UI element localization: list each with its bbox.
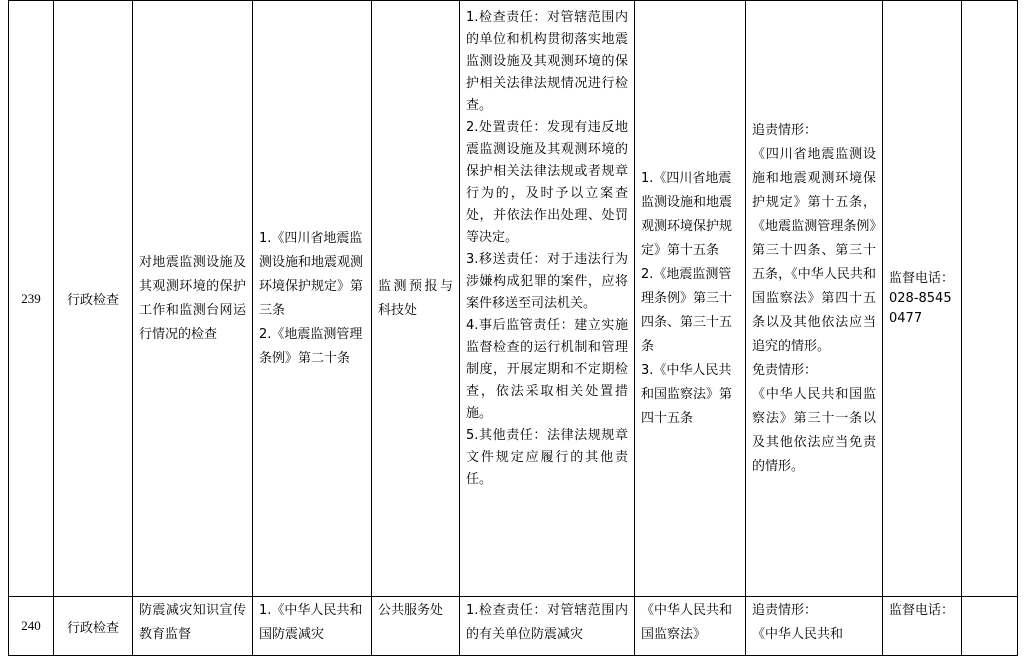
phone-label: 监督电话：	[889, 603, 955, 618]
accountability-line: 免责情形：	[752, 362, 818, 378]
duty-basis	[635, 1, 746, 597]
responsible-dept: 公共服务处	[372, 597, 460, 656]
supervision-phone	[883, 597, 962, 656]
accountability-line: 《四川省地震监测设施和地震观测环境保护规定》第十五条，《地震监测管理条例》第三十四条、第三十五条，《中华人民共和国监察法》第四十五条以及其他依法应当追究的情形。	[752, 146, 876, 354]
phone-number: 028-8545	[889, 290, 952, 306]
table-row	[9, 597, 1018, 656]
duty-content	[460, 1, 635, 597]
accountability-line: 《中华人民共和	[752, 627, 844, 642]
duty-item: 5.其他责任：法律法规规章文件规定应履行的其他责任。	[466, 428, 628, 487]
duty-item: 3.移送责任：对于违法行为涉嫌构成犯罪的案件，应将案件移送至司法机关。	[466, 252, 628, 311]
accountability	[746, 597, 883, 656]
responsibility-table	[8, 0, 1018, 656]
phone-label: 监督电话：	[889, 270, 955, 286]
accountability-line: 追责情形：	[752, 122, 818, 138]
basis-line: 1.《四川省地震监测设施和地震观测环境保护规定》第三条	[259, 230, 364, 318]
phone-number: 0477	[889, 310, 923, 326]
duty-item: 4.事后监管责任：建立实施监督检查的运行机制和管理制度，开展定期和不定期检查，依法采取相关处置措施。	[466, 318, 628, 421]
duty-basis-line: 《中华人民共和国监察法》	[641, 603, 733, 642]
responsible-dept: 监测预报与科技处	[372, 1, 460, 597]
row-number: 240	[9, 597, 54, 656]
note-cell	[962, 597, 1018, 656]
inspection-item: 对地震监测设施及其观测环境的保护工作和监测台网运行情况的检查	[133, 1, 253, 597]
inspection-type: 行政检查	[54, 597, 133, 656]
duty-basis	[635, 597, 746, 656]
duty-basis-line: 3.《中华人民共和国监察法》第四十五条	[641, 362, 733, 426]
inspection-item: 防震减灾知识宣传教育监督	[133, 597, 253, 656]
duty-basis-line: 1.《四川省地震监测设施和地震观测环境保护规定》第十五条	[641, 170, 733, 258]
basis-line: 2.《地震监测管理条例》第二十条	[259, 326, 363, 366]
duty-basis-line: 2.《地震监测管理条例》第三十四条、第三十五条	[641, 266, 733, 354]
legal-basis	[253, 1, 372, 597]
accountability-line: 追责情形：	[752, 603, 818, 618]
duty-content	[460, 597, 635, 656]
duty-item: 2.处置责任：发现有违反地震监测设施及其观测环境的保护相关法律法规或者规章行为的，及时予以立案查处，并依法作出处理、处罚等决定。	[466, 120, 628, 245]
row-number: 239	[9, 1, 54, 597]
accountability-line: 《中华人民共和国监察法》第三十一条以及其他依法应当免责的情形。	[752, 386, 876, 474]
accountability	[746, 1, 883, 597]
inspection-type: 行政检查	[54, 1, 133, 597]
supervision-phone	[883, 1, 962, 597]
legal-basis	[253, 597, 372, 656]
note-cell	[962, 1, 1018, 597]
basis-line: 1.《中华人民共和国防震减灾	[259, 603, 363, 642]
duty-item: 1.检查责任：对管辖范围内的单位和机构贯彻落实地震监测设施及其观测环境的保护相关法律法规情况进行检查。	[466, 10, 628, 113]
duty-item: 1.检查责任：对管辖范围内的有关单位防震减灾	[466, 603, 628, 642]
table-row	[9, 1, 1018, 597]
